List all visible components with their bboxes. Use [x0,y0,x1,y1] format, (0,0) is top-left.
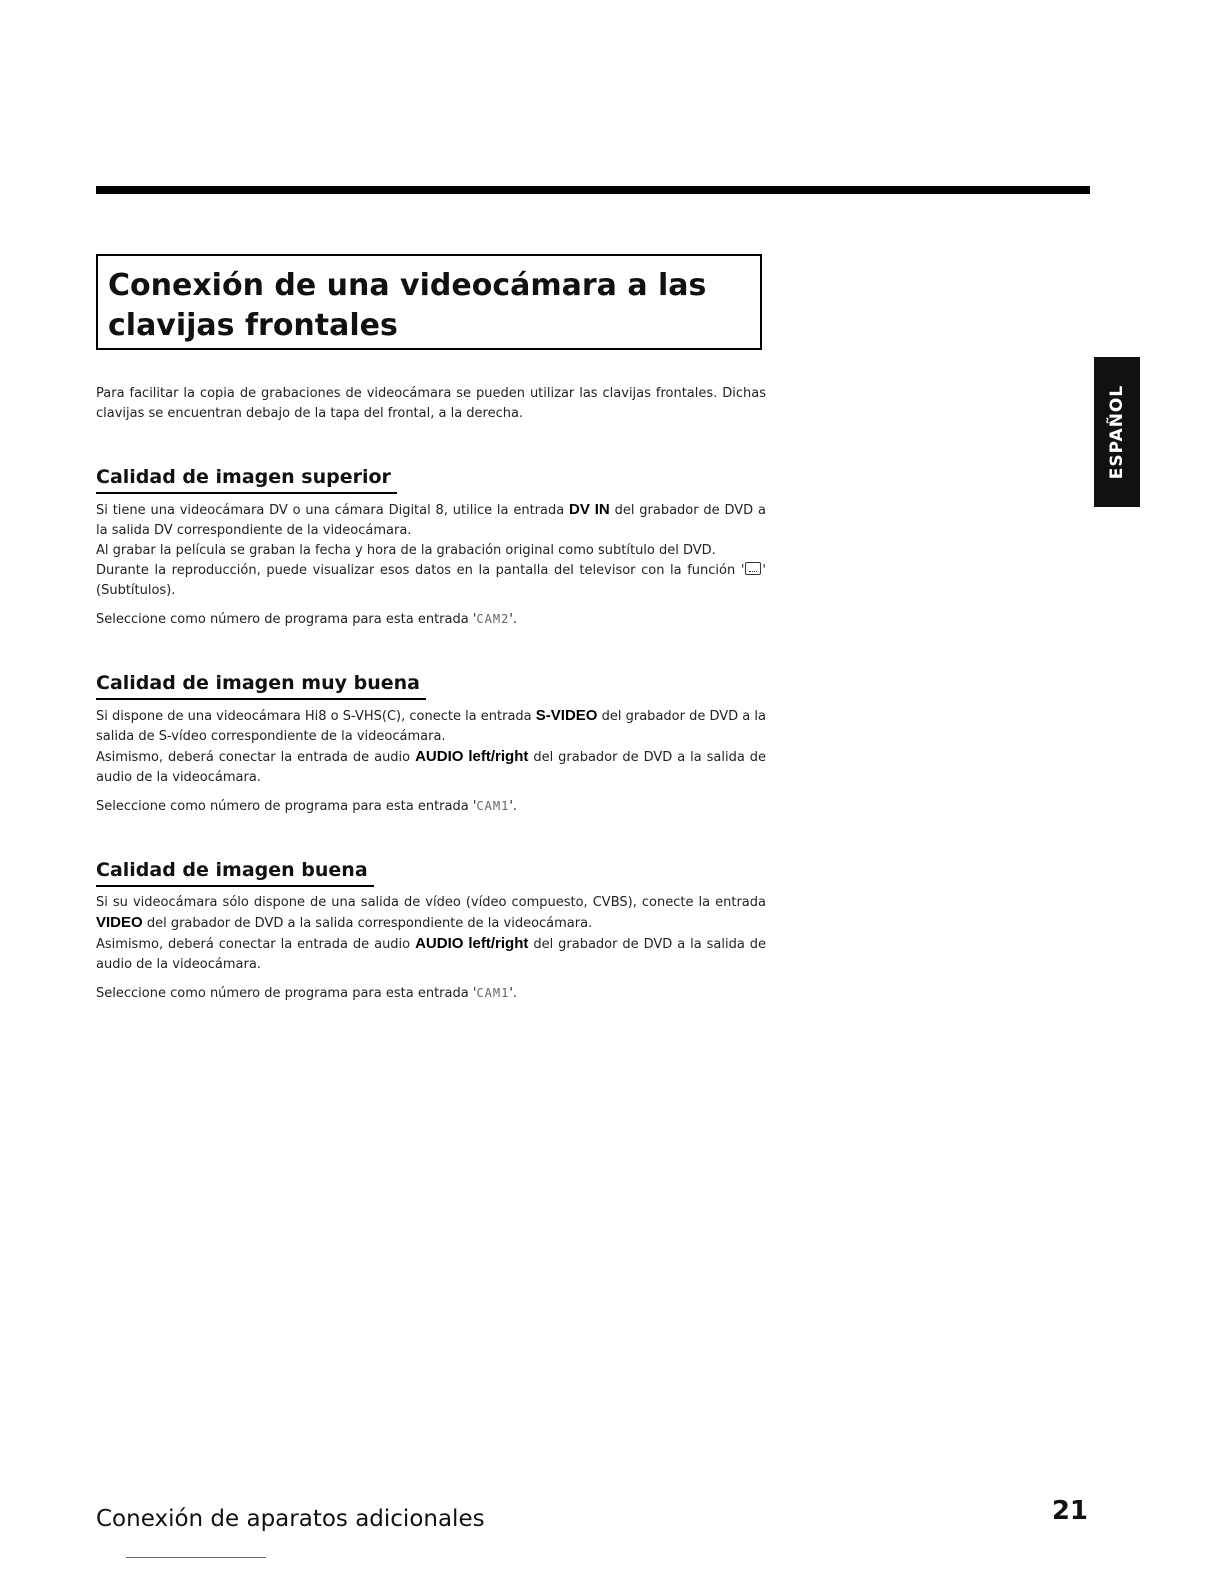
text: del grabador de DVD a la salida correspondiente de la videocámara. [146,916,593,931]
keyword: AUDIO left/right [415,748,529,765]
text: ' (Subtítulos). [96,563,766,598]
section-buena [96,857,766,1004]
text: '. [509,612,518,627]
section-title: Calidad de imagen superior [96,464,397,494]
text: del grabador de DVD a la salida de S-vídeo correspondiente de la videocámara. [96,709,766,744]
paragraph [96,500,766,541]
paragraph [96,706,766,747]
text: '. [509,986,518,1001]
footer-underline [126,1557,266,1558]
lcd-text: CAM1 [476,986,510,1000]
text: Si su videocámara sólo dispone de una salida de vídeo (vídeo compuesto, CVBS), conecte la entrada [96,895,766,910]
subtitle-icon [745,562,761,575]
text: Si dispone de una videocámara Hi8 o S-VHS(C), conecte la entrada [96,709,532,724]
intro-paragraph: Para facilitar la copia de grabaciones de videocámara se pueden utilizar las clavijas frontales. Dichas clavijas se encuentran debajo de la tapa del frontal, a la derecha. [96,386,766,421]
keyword: S-VIDEO [535,707,598,724]
paragraph [96,983,766,1004]
language-tab [1094,357,1140,507]
text: del grabador de DVD a la salida DV correspondiente de la videocámara. [96,503,766,538]
main-content [96,384,766,1004]
text: Asimismo, deberá conectar la entrada de audio [96,750,411,765]
text: Seleccione como número de programa para esta entrada ' [96,986,477,1001]
keyword: AUDIO left/right [415,935,529,952]
text: del grabador de DVD a la salida de audio de la videocámara. [96,937,767,972]
text: del grabador de DVD a la salida de audio de la videocámara. [96,750,767,785]
section-muy-buena [96,670,766,817]
section-superior [96,464,766,630]
section-title: Calidad de imagen buena [96,857,374,887]
paragraph [96,561,766,601]
paragraph [96,893,766,934]
paragraph: Al grabar la película se graban la fecha y hora de la grabación original como subtítulo del DVD. [96,543,716,558]
lcd-text: CAM2 [476,612,510,626]
footer-chapter-title: Conexión de aparatos adicionales [96,1506,485,1532]
text: '. [509,799,518,814]
keyword: DV IN [569,501,610,518]
text: Seleccione como número de programa para esta entrada ' [96,799,477,814]
paragraph [96,934,766,975]
page-title: Conexión de una videocámara a las clavijas frontales [108,268,707,343]
paragraph [96,747,766,788]
top-rule [96,186,1090,194]
page-number: 21 [1051,1496,1088,1526]
paragraph [96,609,766,630]
lcd-text: CAM1 [476,799,510,813]
section-title: Calidad de imagen muy buena [96,670,426,700]
language-tab-label: ESPAÑOL [1107,384,1127,480]
keyword: VIDEO [96,914,143,931]
title-box [96,254,762,350]
text: Si tiene una videocámara DV o una cámara Digital 8, utilice la entrada [96,503,565,518]
text: Durante la reproducción, puede visualizar esos datos en la pantalla del televisor con la función ' [96,563,745,578]
paragraph [96,796,766,817]
text: Seleccione como número de programa para esta entrada ' [96,612,477,627]
text: Asimismo, deberá conectar la entrada de audio [96,937,411,952]
